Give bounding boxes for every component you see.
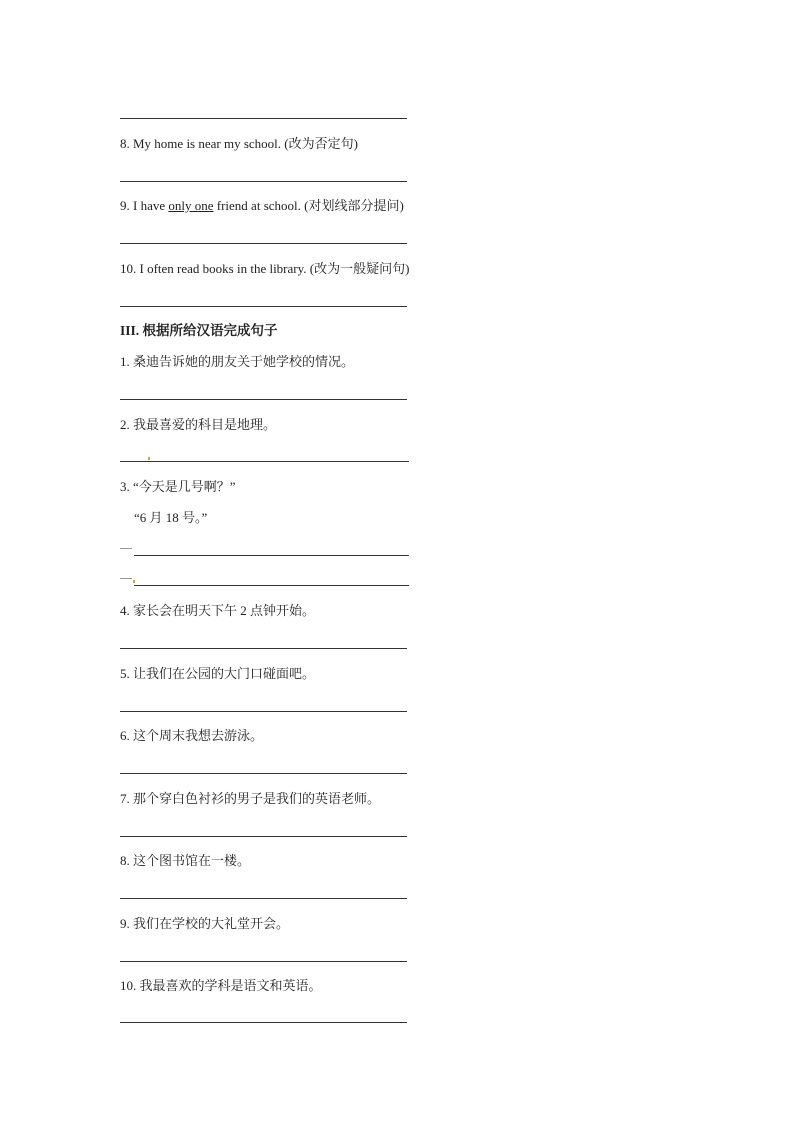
question-9-suffix: friend at school. (对划线部分提问)	[213, 198, 404, 213]
translation-item-5: 5. 让我们在公园的大门口碰面吧。	[120, 666, 316, 681]
translation-item-4: 4. 家长会在明天下午 2 点钟开始。	[120, 603, 316, 618]
answer-line[interactable]	[120, 306, 407, 307]
answer-line[interactable]	[120, 961, 407, 962]
translation-item-10: 10. 我最喜欢的学科是语文和英语。	[120, 978, 322, 993]
answer-line-prefix	[120, 548, 132, 549]
translation-item-2: 2. 我最喜爱的科目是地理。	[120, 417, 277, 432]
question-9-prefix: 9. I have	[120, 198, 169, 213]
answer-line[interactable]	[120, 773, 407, 774]
question-10: 10. I often read books in the library. (改为一般疑问句)	[120, 261, 410, 276]
translation-item-1: 1. 桑迪告诉她的朋友关于她学校的情况。	[120, 354, 355, 369]
translation-item-3-answer: “6 月 18 号。”	[134, 510, 208, 525]
mark	[148, 457, 150, 460]
translation-item-9: 9. 我们在学校的大礼堂开会。	[120, 916, 290, 931]
translation-item-8: 8. 这个图书馆在一楼。	[120, 853, 251, 868]
question-8: 8. My home is near my school. (改为否定句)	[120, 136, 358, 151]
translation-item-3-question: 3. “今天是几号啊？”	[120, 479, 236, 494]
question-9-underlined: only one	[168, 198, 214, 213]
answer-line-prefix	[120, 578, 132, 579]
answer-line[interactable]	[120, 648, 407, 649]
answer-line[interactable]	[134, 555, 409, 556]
answer-line[interactable]	[120, 836, 407, 837]
translation-item-6: 6. 这个周末我想去游泳。	[120, 728, 264, 743]
answer-line[interactable]	[134, 585, 409, 586]
translation-item-7: 7. 那个穿白色衬衫的男子是我们的英语老师。	[120, 791, 381, 806]
answer-line[interactable]	[120, 243, 407, 244]
answer-line[interactable]	[120, 399, 407, 400]
mark	[133, 580, 135, 583]
answer-line[interactable]	[120, 461, 409, 462]
answer-line[interactable]	[120, 118, 407, 119]
answer-line[interactable]	[120, 181, 407, 182]
question-9	[120, 198, 404, 214]
section-heading: III. 根据所给汉语完成句子	[120, 323, 278, 338]
answer-line[interactable]	[120, 711, 407, 712]
answer-line[interactable]	[120, 898, 407, 899]
answer-line[interactable]	[120, 1022, 407, 1023]
